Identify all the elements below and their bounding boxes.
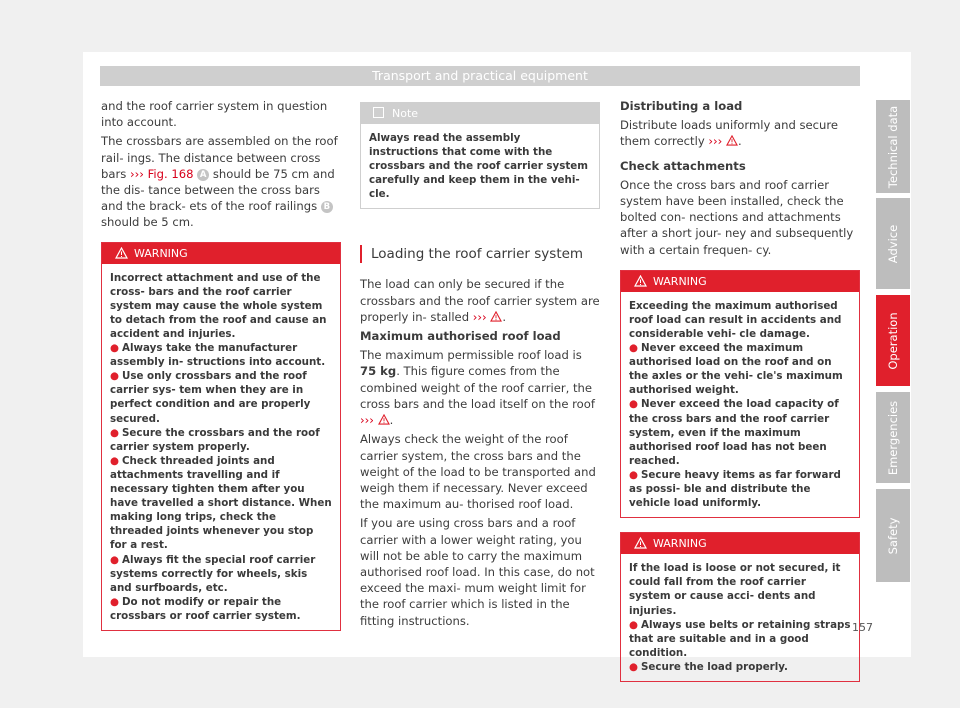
tab-operation[interactable]: Operation	[876, 295, 910, 386]
warning-triangle-icon	[726, 135, 738, 146]
tab-technical-data[interactable]: Technical data	[876, 100, 910, 193]
warning-bullet: ● Do not modify or repair the crossbars or roof carrier system.	[110, 595, 301, 622]
warning-body	[621, 554, 859, 681]
warning-bullet: ● Secure heavy items as far forward as possi- ble and distribute the vehicle load uniformly.	[629, 468, 841, 510]
warning-body	[621, 292, 859, 517]
info-icon	[373, 107, 384, 118]
warning-bullet: ● Secure the load properly.	[629, 660, 788, 673]
crossref-link[interactable]: ›››	[708, 134, 723, 149]
marker-b: B	[321, 201, 333, 213]
tab-advice[interactable]: Advice	[876, 198, 910, 289]
column-left	[101, 98, 341, 631]
column-right	[620, 98, 860, 682]
warning-bullet: ● Use only crossbars and the roof carrier sys- tem when they are in perfect condition and are properly secured.	[110, 370, 311, 425]
warning-intro: If the load is loose or not secured, it could fall from the roof carrier system or cause acci- dents and injuries.	[629, 562, 841, 617]
crossref-link[interactable]: ›››	[472, 309, 487, 324]
page-header: Transport and practical equipment	[100, 66, 860, 86]
page-number: 157	[852, 621, 873, 634]
paragraph: Distribute loads uniformly and secure them correctly ››› .	[620, 118, 839, 149]
warning-triangle-icon	[115, 247, 128, 259]
warning-bullet: ● Check threaded joints and attachments travelling and if necessary tighten them after you have travelled a short distance. When making long trips, check the threaded joints whenever you stop for a rest.	[110, 454, 332, 552]
warning-bullet: ● Always fit the special roof carrier systems correctly for wheels, skis and surfboards, etc.	[110, 553, 316, 594]
warning-header: WARNING	[621, 271, 859, 292]
note-body: Always read the assembly instructions that come with the crossbars and the roof carrier system carefully and keep them in the vehi- cle.	[369, 132, 588, 201]
warning-intro: Incorrect attachment and use of the cross- bars and the roof carrier system may cause the whole system to detach from the roof and cause an accident and injuries.	[110, 271, 327, 340]
subheading: Maximum authorised roof load	[360, 329, 561, 344]
warning-header: WARNING	[621, 533, 859, 554]
crossref-link[interactable]: ›››	[360, 413, 374, 428]
warning-bullet: ● Never exceed the maximum authorised load on the roof and on the axles or the vehi- cle's maximum authorised weight.	[629, 342, 843, 397]
warning-box	[101, 242, 341, 631]
figure-link[interactable]: ››› Fig. 168	[129, 166, 194, 181]
warning-triangle-icon	[634, 537, 647, 549]
note-box	[360, 102, 600, 209]
paragraph: If you are using cross bars and a roof carrier with a lower weight rating, you will not be able to carry the maximum authorised roof load. In this case, do not exceed the maxi- mum weight limit for the roof carrier which is listed in the fitting instructions.	[360, 516, 595, 628]
warning-triangle-icon	[634, 275, 647, 287]
warning-bullet: ● Secure the crossbars and the roof carrier system properly.	[110, 426, 320, 453]
column-middle	[360, 102, 600, 632]
warning-bullet: ● Never exceed the load capacity of the cross bars and the roof carrier system, even if the maximum authorised roof load has not been reached.	[629, 398, 839, 467]
warning-box	[620, 532, 860, 682]
note-header: Note	[361, 103, 599, 124]
tab-emergencies[interactable]: Emergencies	[876, 392, 910, 483]
subheading: Check attachments	[620, 158, 746, 173]
marker-a: A	[197, 169, 209, 181]
warning-triangle-icon	[490, 311, 502, 322]
warning-bullet: ● Always take the manufacturer assembly in- structions into account.	[110, 342, 326, 369]
warning-intro: Exceeding the maximum authorised roof load can result in accidents and considerable vehi- cle damage.	[629, 299, 842, 341]
warning-triangle-icon	[378, 414, 390, 425]
tab-safety[interactable]: Safety	[876, 489, 910, 582]
section-title: Loading the roof carrier system	[360, 245, 600, 263]
paragraph: and the roof carrier system in question into account.	[101, 99, 328, 130]
paragraph: Once the cross bars and roof carrier system have been installed, check the bolted con- nections and attachments after a short jour- ney and subsequently with a certain frequen- cy.	[620, 177, 854, 257]
paragraph: Always check the weight of the roof carrier system, the cross bars and the weight of the load to be transported and weigh them if necessary. Never exceed the maximum au- thorised roof load.	[360, 432, 596, 512]
paragraph: The crossbars are assembled on the roof rail- ings. The distance between cross bars ››› Fig. 168 A should be 75 cm and the dis- tance between the cross bars and the brack- ets of the roof railings B should be 5 cm.	[101, 134, 338, 230]
warning-bullet: ● Always use belts or retaining straps that are suitable and in a good condition.	[629, 618, 851, 659]
warning-body	[102, 264, 340, 630]
paragraph: The maximum permissible roof load is 75 kg. This figure comes from the combined weight of the roof carrier, the cross bars and the load itself on the roof ››› .	[360, 348, 595, 428]
subheading: Distributing a load	[620, 99, 743, 113]
warning-box	[620, 270, 860, 518]
paragraph: The load can only be secured if the crossbars and the roof carrier system are properly in- stalled ››› .	[360, 277, 600, 324]
warning-header: WARNING	[102, 243, 340, 264]
